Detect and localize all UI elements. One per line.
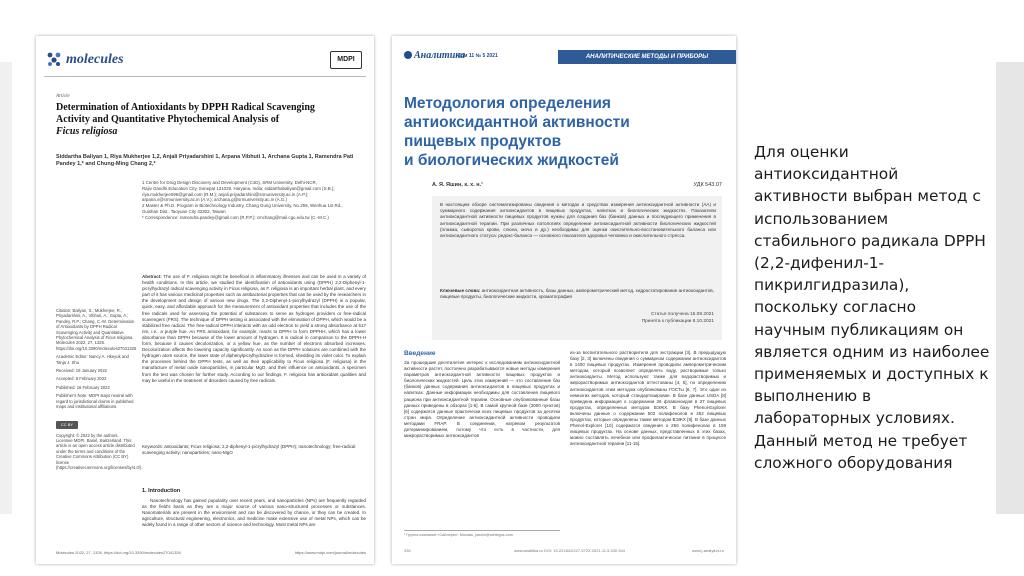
affiliation-line: 2 Master & Ph.D. Program in Biotechnology Industry, Chang Gung University, No.259, Wenhua 1st Rd.,: [142, 203, 343, 209]
title-species: Ficus religiosa: [56, 126, 118, 137]
affiliation-line: arpana.v@srmuniversity.ac.in (A.V.); archana.g@srmuniversity.ac.in (A.G.): [142, 197, 287, 203]
right-edge-band: [996, 62, 1024, 514]
footer-url: https://www.mdpi.com/journal/molecules: [294, 550, 366, 555]
article-type: Article: [56, 94, 70, 99]
section-heading: 1. Introduction: [142, 488, 181, 494]
title-line-2: Activity and Quantitative Phytochemical Analysis of: [56, 114, 280, 125]
slide-main-text: [754, 141, 990, 474]
analitika-article-page: [392, 36, 736, 564]
main-text-paragraph-2: Данный метод не требует сложного оборудования: [754, 431, 968, 472]
cc-by-badge: CC BY: [56, 421, 78, 429]
publisher-note: Publisher's Note: MDPI stays neutral with regard to jurisdictional claims in published maps and institutional affiliations.: [56, 393, 134, 410]
analitika-logo: [404, 50, 465, 61]
analitika-logo-icon: [404, 51, 412, 59]
academic-editor: Academic Editor: Nancy A. Hkeyuk and Tanja J. Shu: [56, 354, 129, 365]
affiliation-line: * Correspondence: ramendra.pandey@gmail.com (R.P.P.); cmchang@mail.cgu.edu.tw (C.-M.C.): [142, 214, 329, 220]
published-date: Published: 16 February 2022: [56, 384, 110, 390]
title-line-3: пищевых продуктов: [404, 133, 562, 150]
keywords: Keywords: antioxidants; Ficus religiosa; 2,2-diphenyl-1-picrylhydrazyl (DPPH); nanotechnology; free-radical scavenging activity; nanoparticles; nano-MgO: [142, 444, 356, 456]
title-line-1: Determination of Antioxidants by DPPH Radical Scavenging: [56, 102, 315, 113]
section-heading: Введение: [404, 350, 436, 357]
article-title: [404, 94, 724, 170]
article-sidebar: [56, 308, 143, 473]
citation: Citation: Baliyan, S.; Mukherjee, R.; Priyadarshini, A.; Vibhuti, A.; Gupta, A.; Pandey, R.P.; Chang, C.-M. Determination of Antioxidants by DPPH Radical Scavenging Activity and Quantitative Phytochemical Analysis of Ficus religiosa. Molecules 2022, 27, 1326. https://doi.org/10.3390/molecules27041326: [56, 308, 137, 351]
journal-header: [44, 46, 366, 74]
title-line-1: Методология определения: [404, 95, 611, 112]
affiliation-line: Guishan Dist., Taoyuan City 33302, Taiwan: [142, 208, 226, 214]
main-text-paragraph-1: Для оценки антиоксидантной активности выбран метод с использованием стабильного радикала DPPH (2,2-дифенил-1-пикрилгидразила), поскольку согласно научным публикациям он является одним из наиболее применяемых и доступных к выполнению в лабораторных условиях.: [754, 143, 990, 428]
author-list: Siddartha Baliyan 1, Riya Mukherjee 1,2, Anjali Priyadarshini 1, Arpana Vibhuti 1, Archana Gupta 1, Ramendra Pati Pandey 1,* and Chung-Ming Chang 2,*: [56, 154, 354, 167]
author: А. Я. Яшин, к. х. н.¹: [432, 182, 483, 188]
molecules-article-page: [36, 36, 374, 564]
body-column-left: За прошедшие десятилетия интерес к исследованиям антиоксидантной активности растет, постоянно разрабатываются новые методы измерения параметров антиоксидантной активности пищевых продуктов и биологических жидкостей. Цель этих измерений — это составление баз (банков) данных содержания антиоксидантов в пищевых продуктах и напитках. Данные информации необходимы для составления пищевого рациона при антиоксидантной терапии. Основные опубликованные базы данных приведены в обзорах [1-6]. В самой крупной базе (3000 пунктов) [6] содержатся данные практически всех пищевых продуктов за десятки стран мира. Определение антиоксидантной активности проводили методами FRAP. В соединении, нагревом результатов детерминированием, потому что есть в частности, для микрорастворимых антиоксидантов: [404, 360, 560, 439]
keywords: [440, 288, 716, 300]
issue-label: Том 11 № 5 2021: [458, 53, 498, 59]
affiliation-line: Rajiv Gandhi Education City, Sonepat 131029, Haryana, India; siddarthabaliyan@gmail.com (S.B.);: [142, 185, 335, 191]
footer-url: www.j-analytics.ru: [691, 548, 724, 553]
abstract-label: Abstract:: [142, 274, 162, 279]
accepted-date: Accepted: 8 February 2022: [56, 376, 107, 382]
received-date: Статья получена 15.08.2021: [651, 312, 714, 317]
title-line-4: и биологических жидкостей: [404, 152, 619, 169]
footer-citation: Molecules 2022, 27, 1326. https://doi.org/10.3390/molecules27041326: [56, 550, 181, 555]
page-footer: [404, 548, 724, 556]
page-number: 330: [404, 548, 411, 553]
mdpi-logo: MDPI: [330, 51, 362, 69]
section-band: АНАЛИТИЧЕСКИЕ МЕТОДЫ И ПРИБОРЫ: [558, 50, 736, 64]
affiliation-line: 1 Centre for Drug Design Discovery and Development (C4D), SRM University, Delhi-NCR,: [142, 180, 317, 185]
affiliation-line: riya.mukherjee099@gmail.com (R.M.); anjali.priyadarshini@srmuniversity.ac.in (A.P.);: [142, 191, 309, 197]
analitika-logo-text: Аналитика: [414, 50, 466, 61]
keywords-text: антиоксидантная активность, базы данных, амперометрический метод, хидростатирование антиоксидантов, пищевые продукты, биологические жидкости, хроматография: [440, 288, 714, 300]
udk-code: УДК 543.07: [693, 182, 722, 188]
accepted-date: Принята к публикации 8.10.2021: [641, 318, 714, 324]
molecules-logo-icon: [46, 51, 62, 67]
keywords-label: Ключевые слова:: [440, 288, 481, 293]
header-divider: [44, 76, 366, 77]
journal-header: [392, 50, 736, 66]
title-line-2: антиоксидантной активности: [404, 114, 630, 131]
left-edge-band: [0, 62, 12, 514]
footnote: ¹ Группа компаний «Сайлерм», Москва, yashin@sshlegus.com: [404, 530, 560, 537]
affiliations: [142, 180, 364, 221]
journal-name: molecules: [66, 52, 124, 67]
footer-doi: www.analitika.ru DOI: 10.22184/2227-572X.2021.11.5.330.344: [514, 548, 625, 553]
abstract-text: The use of F. religiosa might be beneficial in inflammatory illnesses and can be used in a variety of health conditions. In this article, we studied the identification of antioxidants using (DPPH) 2,2-Diphenyl-1-picrylhydrazyl radical scavenging activity in Ficus religiosa, as F. religiosa is an important herbal plant, and every part of it has various medicinal properties such as antibacterial properties that can be used by the researchers in the development and design of various new drugs. The 2,2-Diphenyl-1-picrylhydrazyl (DPPH) is a popular, quick, easy, and affordable approach for the measurement of antioxidant properties that includes the use of the free radicals used for assessing the potential of substances to serve as hydrogen providers or free-radical scavengers (FRS). The technique of DPPH testing is associated with the elimination of DPPH, which would be a stabilized free radical. The free-radical DPPH interacts with an odd electron to yield a strong absorbance at 517 nm, i.e., a purple hue. An FRS antioxidant, for example, reacts to DPPH to form DPPHH, which has a lower absorbance than DPPH because of the lower amount of hydrogen. It is radical in comparison to the DPPH-H form, because it causes decolorization, or a yellow hue, as the number of electrons absorbed increases. Decolorization affects the lowering capacity significantly. As soon as the DPPH solutions are combined with the hydrogen atom source, the lower state of diphenylpicrylhydrazine is formed, shedding its violet color. To explain the processes behind the DPPH tests, as well as their applicability to Ficus religiosa (F. religiosa) in the manufacture of metal oxide nanoparticles, in particular MgO, and their influence on antioxidants, a specimen from the test was chosen for further study. According to our findings, F. religiosa has antioxidant qualities and may be useful in the treatment of disorders caused by free radicals.: [142, 274, 366, 383]
body-column-right: из-за воспитательного растворителя для экстракции [3]. В предыдущую базу [2, 3] включены сведения о суммарном содержании антиоксидантов в 1400 пищевых продуктах. Измерения проводили амперометрическим методом, который позволяет определять воду, растворимые только антиоксиданты. Метод используют также для водорастворимых и жирорастворимых антиоксидантов аттестованы [4, 5], по определению антиоксидантов этим методом опубликованы ГОСТы [6, 7]. Это один из немногих методов, который стандартизирован. В базе данных USDA [8] приведена информация о содержании 26 флавоноидов в 27 пищевых продуктах, определенных методом ВЭЖХ. В базу Phenol-Explorer включены данные о содержании 502 полифенолов в 452 пищевых продуктах, которые определены также методом ВЭЖХ [9]. В базе данных Phenol-Explorer [10] содержатся сведения о 256 полифенолах в 159 пищевых продуктах. На основе данных, представленных в этих базах, можно составлять лечебное или профилактическое питание в процессе антиоксидантной терапии [11-15].: [570, 350, 726, 447]
article-title: [56, 102, 366, 138]
abstract: В настоящем обзоре систематизированы сведения о методах и средствах измерения антиоксидантной активности (АА) и суммарного содержания антиоксидантов в пищевых продуктах, напитках и биологических жидкостях. Показатели антиоксидантной активности пищевых продуктов нужны для создания баз (банков) данных и последующего применения в антиоксидантной терапии. При различных патологиях определение антиоксидантной активности биологических жидкостей (плазма, сыворотка крови, слюна, моча и др.) необходимы для оценки окислительно-восстановительного баланса или антиоксидантного статуса: редокс-баланса — основного показателя здоровья человека и окислительного стресса.: [440, 202, 716, 239]
received-info: [642, 312, 714, 325]
abstract: [142, 274, 366, 384]
copyright-note: Copyright: © 2022 by the authors. Licensee MDPI, Basel, Switzerland. This article is an open access article distributed under the terms and conditions of the Creative Commons Attribution (CC BY) license (https://creativecommons.org/licenses/by/4.0/).: [56, 432, 143, 470]
received-date: Received: 19 January 2022: [56, 368, 107, 374]
intro-paragraph: Nanotechnology has gained popularity over recent years, and nanoparticles (NPs) are frequently regarded as the field's basis as they are a major source of various nano-structured processes or substances. Nanomaterials are present in the environment and can be discovered by chance, or they can be created. In agriculture, structural engineering, electronics, and medicine make extensive use of metal NPs, which can be widely found in a range of other sectors of science and technology. Most metal NPs are: [142, 498, 366, 528]
